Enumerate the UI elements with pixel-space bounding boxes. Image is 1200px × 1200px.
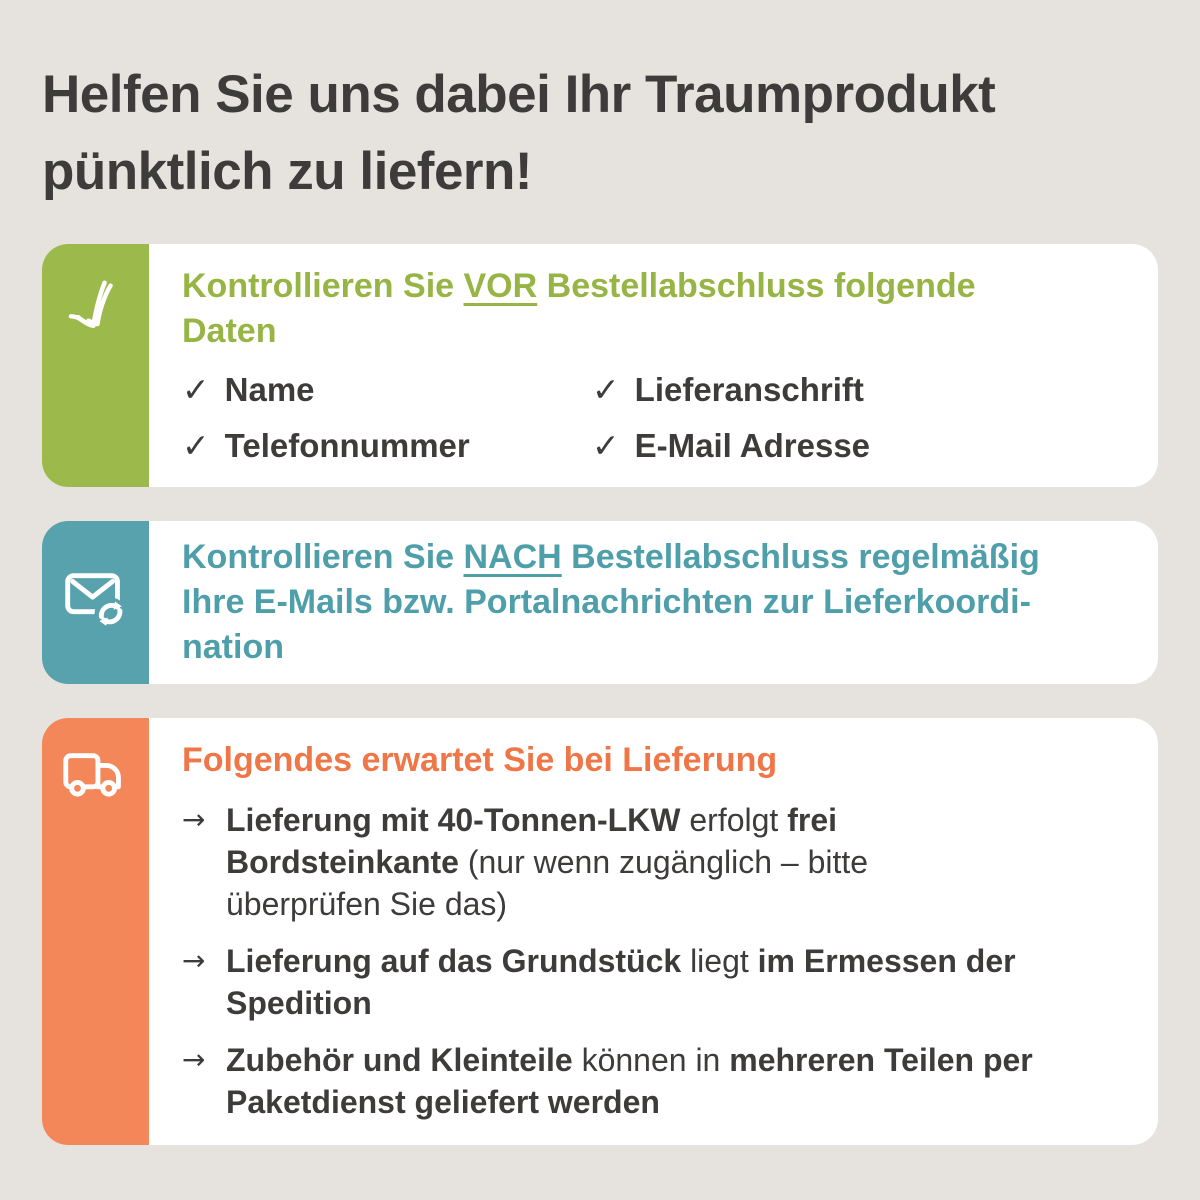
bullet-text: Lieferung mit 40-Tonnen-LKW erfolgt frei Bordsteinkante (nur wenn zugänglich – bitte überprüfen Sie das)	[226, 802, 869, 922]
check-icon: ✓	[592, 370, 620, 409]
check-icon: ✓	[592, 426, 620, 465]
checklist-item-label: Telefonnummer	[224, 426, 470, 464]
arrow-icon: →	[182, 944, 206, 977]
checklist-item	[182, 426, 582, 465]
bullet-item	[182, 799, 1138, 925]
bullet-item	[182, 940, 1138, 1024]
card-body	[149, 521, 1158, 684]
bullet-text: Lieferung auf das Grundstück liegt im Ermessen der Spedition	[226, 943, 1016, 1021]
card-delivery-info	[42, 718, 1158, 1145]
checklist-item	[182, 370, 582, 409]
double-checkmark-icon	[57, 268, 135, 346]
card-accent-sidebar	[42, 244, 149, 487]
checklist-item-label: Name	[224, 370, 315, 408]
bullet-text: Zubehör und Kleinteile können in mehreren Teilen per Paketdienst geliefert werden	[226, 1042, 1033, 1120]
bullet-list	[182, 799, 1138, 1123]
truck-icon	[57, 742, 135, 820]
page-title: Helfen Sie uns dabei Ihr Traumprodukt pünktlich zu liefern!	[42, 65, 996, 201]
card-heading: Folgendes erwartet Sie bei Lieferung	[182, 741, 778, 779]
checklist-item-label: Lieferanschrift	[634, 370, 864, 408]
card-check-before-order	[42, 244, 1158, 487]
check-icon: ✓	[182, 370, 210, 409]
card-body	[149, 718, 1158, 1145]
card-heading: Kontrollieren Sie NACH Bestellabschluss regelmäßig Ihre E-Mails bzw. Portalnachrichten zur Lieferkoordi- nation	[182, 538, 1040, 666]
checklist-item	[592, 370, 1138, 409]
card-accent-sidebar	[42, 521, 149, 684]
card-body	[149, 244, 1158, 487]
check-icon: ✓	[182, 426, 210, 465]
card-heading: Kontrollieren Sie VOR Bestellabschluss folgende Daten	[182, 267, 976, 350]
mail-sync-icon	[57, 561, 135, 639]
card-accent-sidebar	[42, 718, 149, 1145]
checklist-item-label: E-Mail Adresse	[634, 426, 871, 464]
arrow-icon: →	[182, 1043, 206, 1076]
checklist	[182, 370, 1138, 465]
checklist-item	[592, 426, 1138, 465]
bullet-item	[182, 1039, 1138, 1123]
card-check-after-order	[42, 521, 1158, 684]
arrow-icon: →	[182, 803, 206, 836]
card-list	[42, 244, 1158, 1145]
